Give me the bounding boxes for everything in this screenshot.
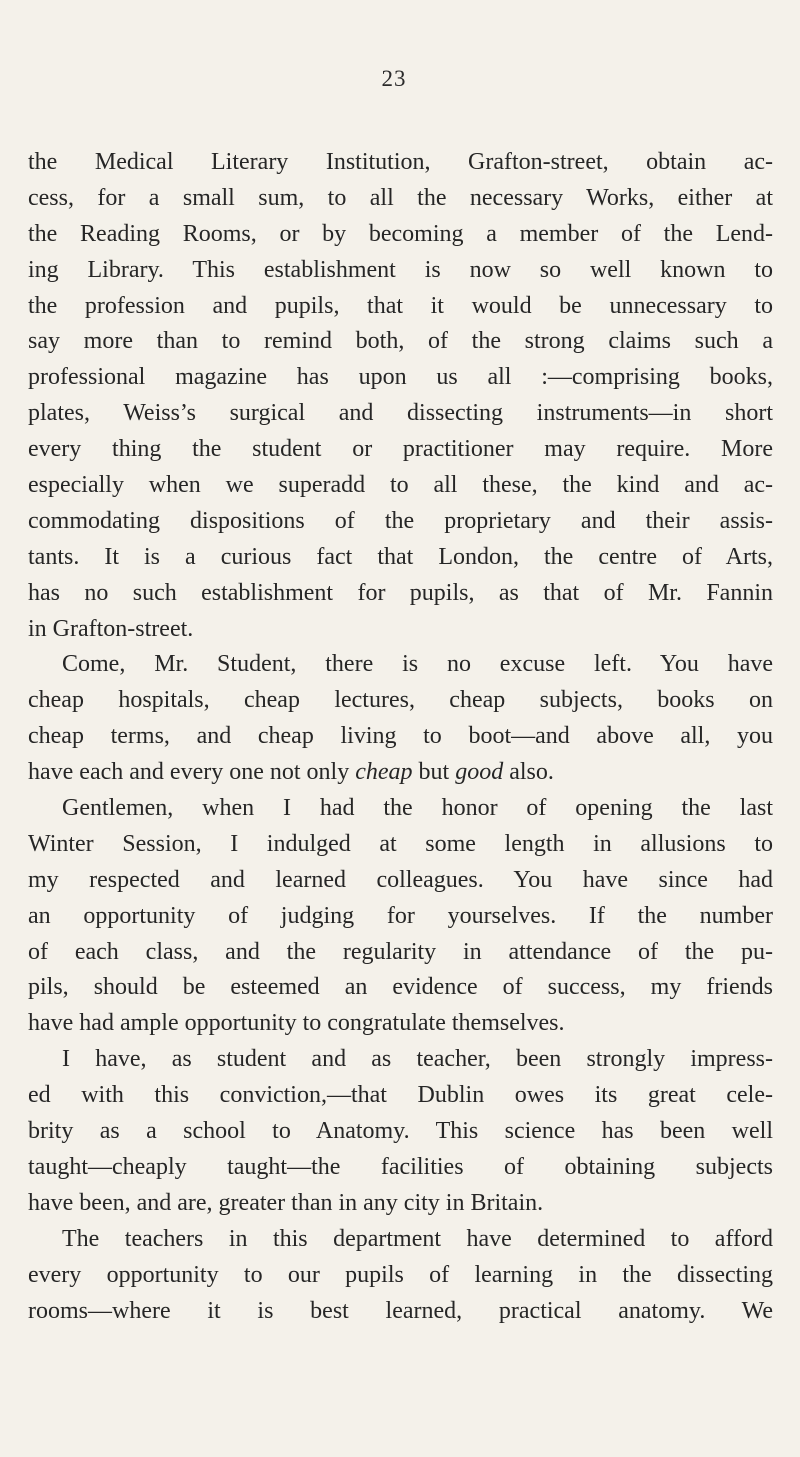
text-line: taught—cheaply taught—the facilities of obtaining subjects [28, 1153, 773, 1180]
text-line: pils, should be esteemed an evidence of success, my friends [28, 974, 773, 1001]
text-line: every thing the student or practitioner may require. More [28, 436, 773, 463]
page-number: 23 [381, 66, 407, 91]
paragraph-end-line [28, 755, 773, 791]
text-line: professional magazine has upon us all :—comprising books, [28, 364, 773, 391]
text-line: has no such establishment for pupils, as that of Mr. Fannin [28, 579, 773, 606]
paragraph-start-line: Come, Mr. Student, there is no excuse left. You have [62, 651, 773, 678]
text-line: every opportunity to our pupils of learning in the dissecting [28, 1261, 773, 1288]
text-line: the Medical Literary Institution, Grafton-street, obtain ac- [28, 149, 773, 175]
text-line: of each class, and the regularity in attendance of the pu- [28, 938, 773, 965]
text-line: rooms—where it is best learned, practical anatomy. We [28, 1297, 773, 1324]
paragraph-start-line: Gentlemen, when I had the honor of opening the last [62, 795, 773, 822]
text-line: brity as a school to Anatomy. This science has been well [28, 1118, 773, 1145]
paragraph-end-line: in Grafton-street. [28, 615, 194, 642]
text-line: cess, for a small sum, to all the necessary Works, either at [28, 184, 773, 211]
text-line: ed with this conviction,—that Dublin owes its great cele- [28, 1082, 773, 1109]
paragraph-end-line: have been, and are, greater than in any city in Britain. [28, 1189, 544, 1216]
text-line: commodating dispositions of the proprietary and their assis- [28, 507, 773, 534]
paragraph-start-line: The teachers in this department have determined to afford [62, 1225, 773, 1252]
text-line: the profession and pupils, that it would be unnecessary to [28, 292, 773, 319]
text-line: my respected and learned colleagues. You have since had [28, 866, 773, 893]
emphasis-cheap: cheap [355, 759, 413, 786]
text-line: cheap terms, and cheap living to boot—and above all, you [28, 723, 773, 750]
paragraph-end-line: have had ample opportunity to congratulate themselves. [28, 1010, 565, 1037]
text-line: especially when we superadd to all these, the kind and ac- [28, 472, 773, 499]
text-line: the Reading Rooms, or by becoming a member of the Lend- [28, 220, 773, 247]
text-line: plates, Weiss’s surgical and dissecting instruments—in short [28, 400, 773, 427]
text-line: an opportunity of judging for yourselves. If the number [28, 902, 773, 929]
text-segment: have each and every one not only [28, 759, 356, 786]
body-text [28, 145, 773, 1329]
text-line: cheap hospitals, cheap lectures, cheap subjects, books on [28, 687, 773, 714]
paragraph-start-line: I have, as student and as teacher, been strongly impress- [62, 1046, 773, 1073]
text-line: tants. It is a curious fact that London, the centre of Arts, [28, 543, 773, 570]
text-segment: also. [503, 759, 554, 786]
text-line: ing Library. This establishment is now so well known to [28, 256, 773, 283]
text-line: Winter Session, I indulged at some length in allusions to [28, 830, 773, 857]
text-line: say more than to remind both, of the strong claims such a [28, 328, 773, 355]
emphasis-good: good [455, 759, 504, 786]
text-segment: but [412, 759, 456, 786]
